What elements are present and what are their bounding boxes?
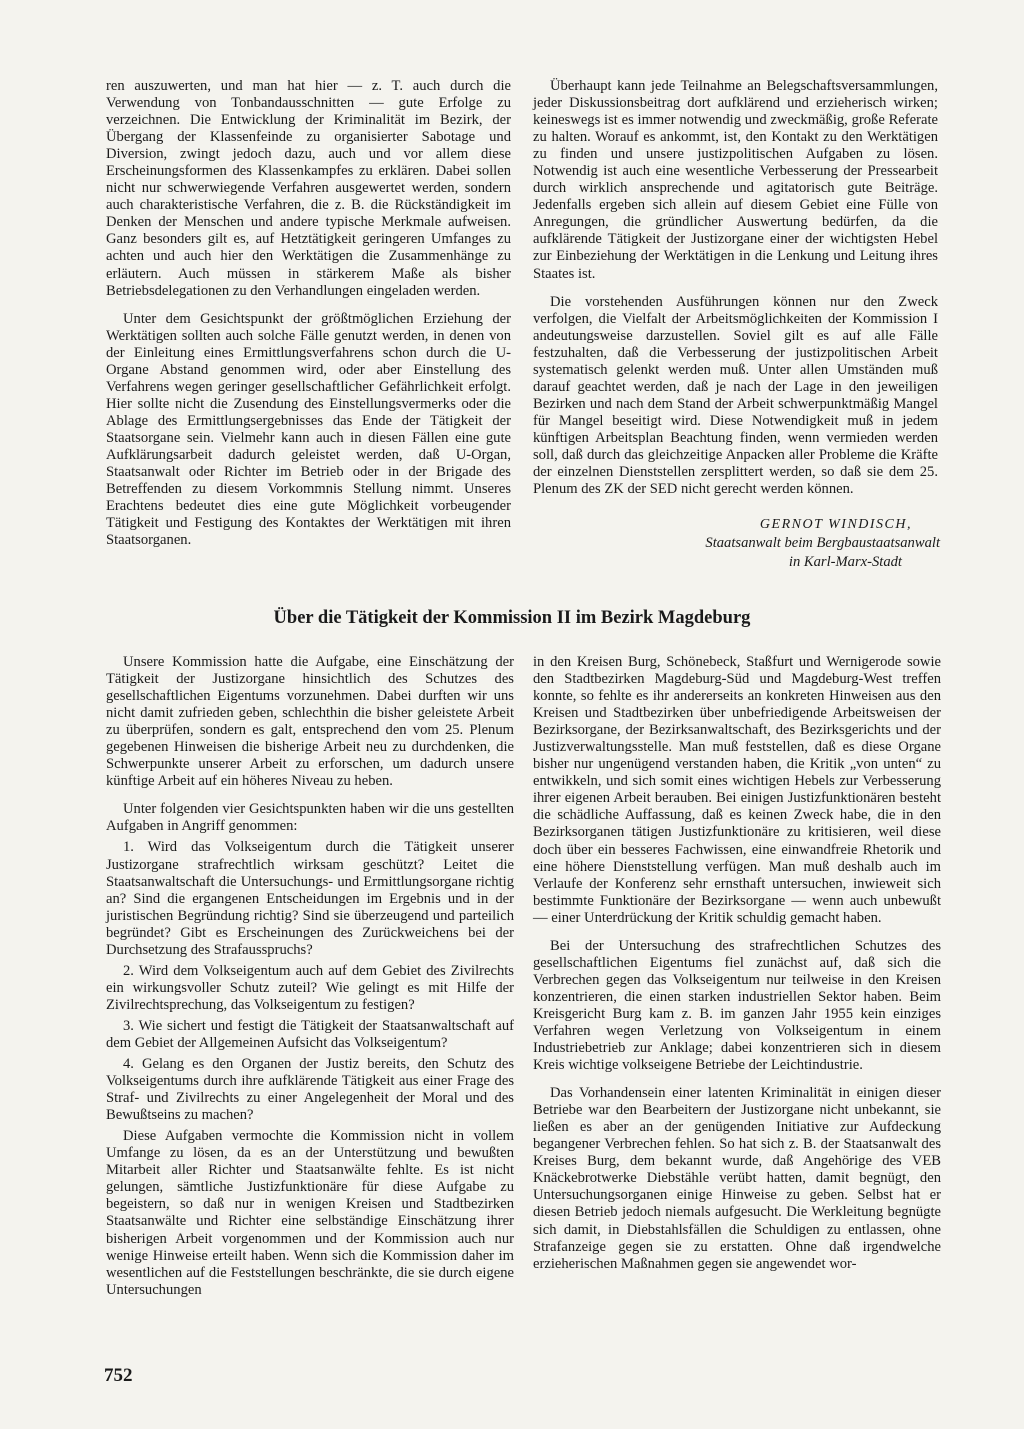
list-item: 4. Gelang es den Organen der Justiz bereits, den Schutz des Volkseigentums durch ihre aufklärende Tätigkeit aus einer Frage des Straf- und Zivilrechts zu einer Angelegenheit der Moral und des Bewußtseins zu machen?: [106, 1056, 514, 1124]
bottom-right-column: [533, 654, 941, 1277]
list-item: 1. Wird das Volkseigentum durch die Tätigkeit unserer Justizorgane strafrechtlich wirksam geschützt? Leitet die Staatsanwaltschaft die Untersuchungs- und Ermittlungsorgane richtig an? Sind die ergangenen Entscheidungen im Ergebnis und in der juristischen Begründung richtig? Sind sie überzeugend und parteilich begründet? Gibt es Erscheinungen des Zurückweichens bei der Durchsetzung des Strafausspruchs?: [106, 839, 514, 958]
author-role: Staatsanwalt beim Bergbaustaatsanwalt: [705, 535, 940, 551]
paragraph: Die vorstehenden Ausführungen können nur den Zweck verfolgen, die Vielfalt der Arbeitsmöglichkeiten der Kommission I andeutungsweise darzustellen. Soviel gilt es auf alle Fälle festzuhalten, daß die Verbesserung der justizpolitischen Arbeit systematisch gelenkt werden muß. Unter allen Umständen muß darauf geachtet werden, daß je nach der Lage in den jeweiligen Bezirken und nach dem Stand der Arbeit schwerpunktmäßig Mangel für Mangel beseitigt wird. Diese Notwendigkeit muß in jedem künftigen Arbeitsplan Beachtung finden, wenn vermieden werden soll, daß durch das gleichzeitige Anpacken aller Probleme die Kräfte der einzelnen Dienststellen zersplittert werden, so daß sie dem 25. Plenum des ZK der SED nicht gerecht werden können.: [533, 293, 938, 498]
author-signature: [560, 515, 940, 572]
paragraph: Bei der Untersuchung des strafrechtlichen Schutzes des gesellschaftlichen Eigentums fiel zunächst auf, daß sich die Verbrechen gegen das Volkseigentum nur teilweise in den Kreisen konzentrieren, die einen starken industriellen Sektor haben. Beim Kreisgericht Burg kam z. B. im ganzen Jahr 1955 kein einziges Verfahren wegen Verletzung von Volkseigentum in einem Industriebetrieb zur Anklage; dabei konzentrieren sich in diesem Kreis wichtige volkseigene Betriebe der Leichtindustrie.: [533, 937, 941, 1074]
list-item: 3. Wie sichert und festigt die Tätigkeit der Staatsanwaltschaft auf dem Gebiet der Allgemeinen Aufsicht das Volkseigentum?: [106, 1017, 514, 1051]
paragraph: Das Vorhandensein einer latenten Kriminalität in einigen dieser Betriebe war den Bearbeitern der Justizorgane nicht unbekannt, sie ließen es aber an der genügenden Initiative zur Aufdeckung begangener Verbrechen fehlen. So hat sich z. B. der Staatsanwalt des Kreises Burg, dem bekannt wurde, daß Angehörige des VEB Knäckebrotwerke Diebstähle verübt hatten, damit begnügt, den Untersuchungsorganen einige Hinweise zu geben. Selbst hat er diesen Betrieb jedoch niemals aufgesucht. Die Werkleitung begnügte sich damit, in Diebstahlsfällen die Schuldigen zu entlassen, ohne Strafanzeige gegen sie zu erstatten. Ohne daß irgendwelche erzieherischen Maßnahmen gegen sie angewendet wor-: [533, 1085, 941, 1272]
paragraph: Überhaupt kann jede Teilnahme an Belegschaftsversammlungen, jeder Diskussionsbeitrag dort aufklärend und erzieherisch wirken; keineswegs ist es immer notwendig und zweckmäßig, große Referate zu halten. Worauf es ankommt, ist, den Kontakt zu den Werktätigen zu finden und unsere justizpolitischen Aufgaben zu lösen. Notwendig ist auch eine wesentliche Verbesserung der Pressearbeit durch wirklich ansprechende und agitatorisch gute Beiträge. Jedenfalls ergeben sich allein auf diesem Gebiet eine Fülle von Anregungen, die gründlicher Auswertung bedürfen, da die aufklärende Tätigkeit der Justizorgane einer der wichtigsten Hebel zur Einbeziehung der Werktätigen in die Lenkung und Leitung ihres Staates ist.: [533, 78, 938, 282]
top-right-column: [533, 78, 938, 502]
paragraph: Diese Aufgaben vermochte die Kommission nicht in vollem Umfange zu lösen, da es an der Unterstützung und bewußten Mitarbeit aller Richter und Staatsanwälte fehlte. Es ist nicht gelungen, sämtliche Justizfunktionäre für diese Aufgabe zu begeistern, so daß nur in wenigen Kreisen und Stadtbezirken Staatsanwälte und Richter eine selbständige Einschätzung ihrer bisherigen Arbeit vorgenommen und der Kommission auch nur wenige Hinweise erteilt haben. Wenn sich die Kommission daher im wesentlichen auf die Feststellungen beschränkte, die sie durch eigene Untersuchungen: [106, 1128, 514, 1298]
bottom-left-column: [106, 654, 514, 1303]
top-left-column: [106, 78, 511, 553]
author-name: GERNOT WINDISCH,: [759, 517, 912, 532]
page-number: 752: [104, 1365, 133, 1386]
list-item: 2. Wird dem Volkseigentum auch auf dem Gebiet des Zivilrechts ein wirkungsvoller Schutz zuteil? Wie gelingt es mit Hilfe der Zivilrechtsprechung, das Volkseigentum zu festigen?: [106, 962, 514, 1013]
section-heading: Über die Tätigkeit der Kommission II im Bezirk Magdeburg: [273, 608, 751, 628]
paragraph: Unsere Kommission hatte die Aufgabe, eine Einschätzung der Tätigkeit der Justizorgane hinsichtlich des Schutzes des gesellschaftlichen Eigentums vorzunehmen. Dabei durften wir uns nicht damit zufrieden geben, schlechthin die bisher geleistete Arbeit zu überprüfen, sondern es galt, entsprechend den vom 25. Plenum gegebenen Hinweisen die bisherige Arbeit neu zu durchdenken, die Schwerpunkte unserer Arbeit zu erforschen, um dadurch unsere künftige Arbeit auf ein höheres Niveau zu heben.: [106, 654, 514, 790]
paragraph: Unter folgenden vier Gesichtspunkten haben wir die uns gestellten Aufgaben in Angriff genommen:: [106, 801, 514, 835]
paragraph: ren auszuwerten, und man hat hier — z. T. auch durch die Verwendung von Tonbandausschnitten — gute Erfolge zu verzeichnen. Die Entwicklung der Kriminalität im Bezirk, der Übergang der Klassenfeinde zu organisierter Sabotage und Diversion, zwingt jedoch dazu, auch und vor allem diese Erscheinungsformen des Klassenkampfes zu erklären. Dabei sollen nicht nur schwerwiegende Verfahren ausgewertet werden, sondern auch charakteristische Verfahren, die z. B. die Rückständigkeit im Denken der Menschen und andere typische Merkmale aufweisen. Ganz besonders gilt es, auf Hetztätigkeit geringeren Umfanges zu achten und auch hier den Werktätigen die Zusammenhänge zu erläutern. Auch müssen in stärkerem Maße als bisher Betriebsdelegationen zu den Verhandlungen eingeladen werden.: [106, 78, 511, 299]
paragraph: in den Kreisen Burg, Schönebeck, Staßfurt und Wernigerode sowie den Stadtbezirken Magdeburg-Süd und Magdeburg-West treffen konnte, so fehlte es ihr andererseits an konkreten Hinweisen aus den Kreisen und Stadtbezirken über unbefriedigende Arbeitsweisen der Bezirksorgane, der Bezirksanwaltschaft, des Bezirksgerichts und der Justizverwaltungsstelle. Man muß feststellen, daß es diese Organe bisher nur ungenügend verstanden haben, die Kritik „von unten“ zu entwikkeln, und sich somit eines wichtigen Hebels zur Verbesserung ihrer eigenen Arbeit berauben. Bei einigen Justizfunktionären besteht die schädliche Auffassung, daß es keinen Zweck habe, die in den Bezirksorganen tätigen Justizfunktionäre zu kritisieren, weil diese doch über ein besseres Fachwissen, eine einwandfreie Rhetorik und eine höhere Dienststellung verfügen. Man muß deshalb auch im Verlaufe der Konferenz sehr ernsthaft untersuchen, inwieweit sich bestimmte Funktionäre der Bezirksorgane — wenn auch unbewußt — einer Unterdrückung der Kritik schuldig gemacht haben.: [533, 654, 941, 926]
author-place: in Karl-Marx-Stadt: [788, 554, 902, 570]
paragraph: Unter dem Gesichtspunkt der größtmöglichen Erziehung der Werktätigen sollten auch solche Fälle genutzt werden, in denen von der Einleitung eines Ermittlungsverfahrens schon durch die U-Organe Abstand genommen wird, oder aber Einstellung des Verfahrens wegen geringer gesellschaftlicher Gefährlichkeit erfolgt. Hier sollte nicht die Zusendung des Einstellungsvermerks oder die Ablage des Ermittlungsergebnisses das Ende der Tätigkeit der Staatsorgane sein. Vielmehr kann auch in diesen Fällen eine gute Aufklärungsarbeit dadurch geleistet werden, daß U-Organ, Staatsanwalt oder Richter im Betrieb oder in der Brigade des Betreffenden zu diesem Vorkommnis Stellung nimmt. Unseres Erachtens bedeutet dies eine gute Möglichkeit vorbeugender Tätigkeit und Festigung des Kontaktes der Werktätigen mit ihren Staatsorganen.: [106, 310, 511, 549]
